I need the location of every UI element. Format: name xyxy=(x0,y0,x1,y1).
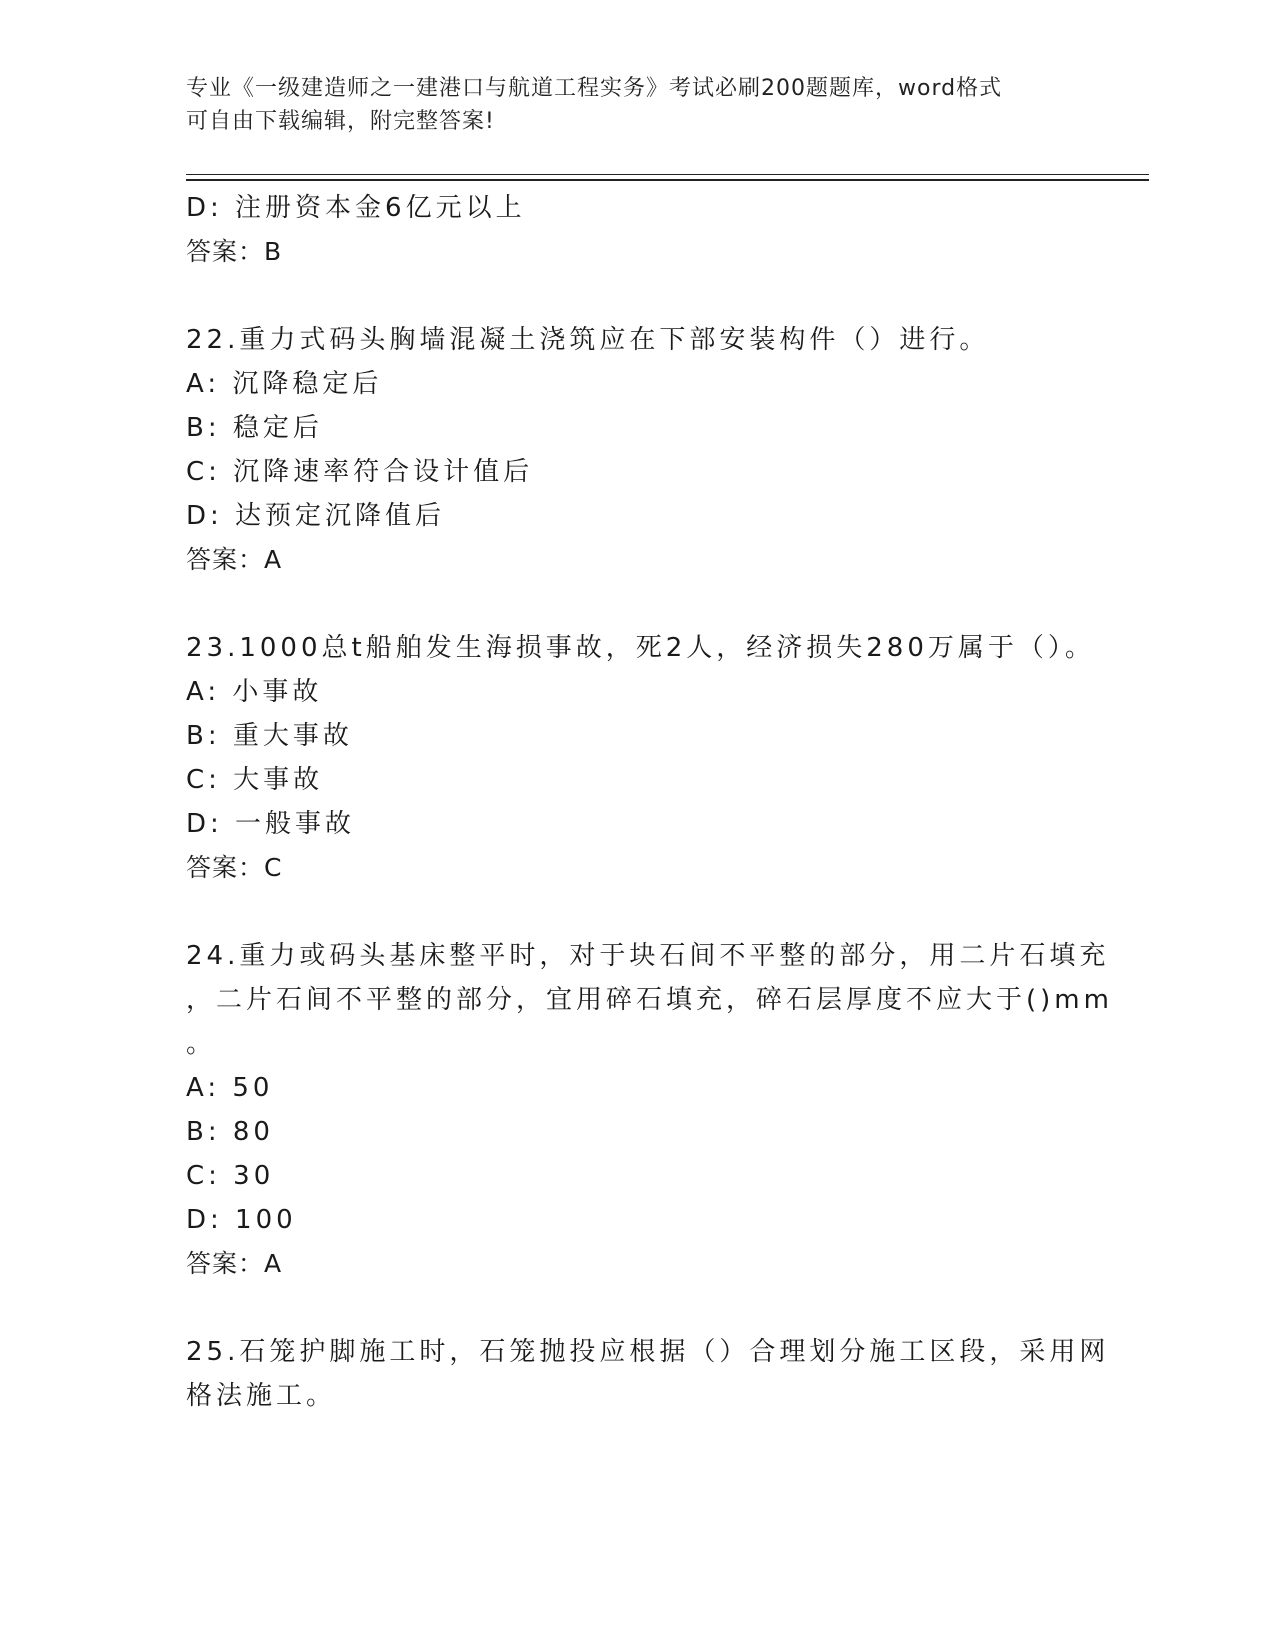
question-24-option-c: C: 30 xyxy=(186,1161,275,1191)
question-23-option-c: C: 大事故 xyxy=(186,765,324,795)
question-24-answer: 答案：A xyxy=(186,1249,283,1278)
header-divider-thick xyxy=(186,179,1149,181)
question-24-option-a: A: 50 xyxy=(186,1073,274,1103)
question-24-option-b: B: 80 xyxy=(186,1117,274,1147)
question-22-stem: 22.重力式码头胸墙混凝土浇筑应在下部安装构件（）进行。 xyxy=(186,325,990,355)
question-25-stem-line-2: 格法施工。 xyxy=(186,1381,337,1411)
question-24-option-d: D: 100 xyxy=(186,1205,297,1235)
question-22-option-d: D: 达预定沉降值后 xyxy=(186,501,446,531)
question-24-stem-line-1: 24.重力或码头基床整平时，对于块石间不平整的部分，用二片石填充 xyxy=(186,941,1110,971)
header-divider-thin xyxy=(186,174,1149,175)
question-23-option-a: A: 小事故 xyxy=(186,677,323,707)
question-22-option-a: A: 沉降稳定后 xyxy=(186,369,383,399)
header-line-2: 可自由下载编辑，附完整答案! xyxy=(186,109,495,134)
question-22-option-c: C: 沉降速率符合设计值后 xyxy=(186,457,534,487)
question-23-answer: 答案：C xyxy=(186,853,283,882)
question-24-stem-line-3: 。 xyxy=(186,1029,217,1059)
header-line-1: 专业《一级建造师之一建港口与航道工程实务》考试必刷200题题库，word格式 xyxy=(186,76,1003,101)
question-25-stem-line-1: 25.石笼护脚施工时，石笼抛投应根据（）合理划分施工区段，采用网 xyxy=(186,1337,1110,1367)
question-23-option-d: D: 一般事故 xyxy=(186,809,356,839)
question-23-option-b: B: 重大事故 xyxy=(186,721,353,751)
prev-answer: 答案：B xyxy=(186,237,283,266)
question-23-stem: 23.1000总t船舶发生海损事故，死2人，经济损失280万属于（）。 xyxy=(186,633,1095,663)
prev-option-d: D: 注册资本金6亿元以上 xyxy=(186,193,526,223)
question-22-answer: 答案：A xyxy=(186,545,283,574)
document-header xyxy=(186,72,1086,138)
question-24-stem-line-2: ，二片石间不平整的部分，宜用碎石填充，碎石层厚度不应大于()mm xyxy=(186,985,1113,1015)
question-22-option-b: B: 稳定后 xyxy=(186,413,323,443)
